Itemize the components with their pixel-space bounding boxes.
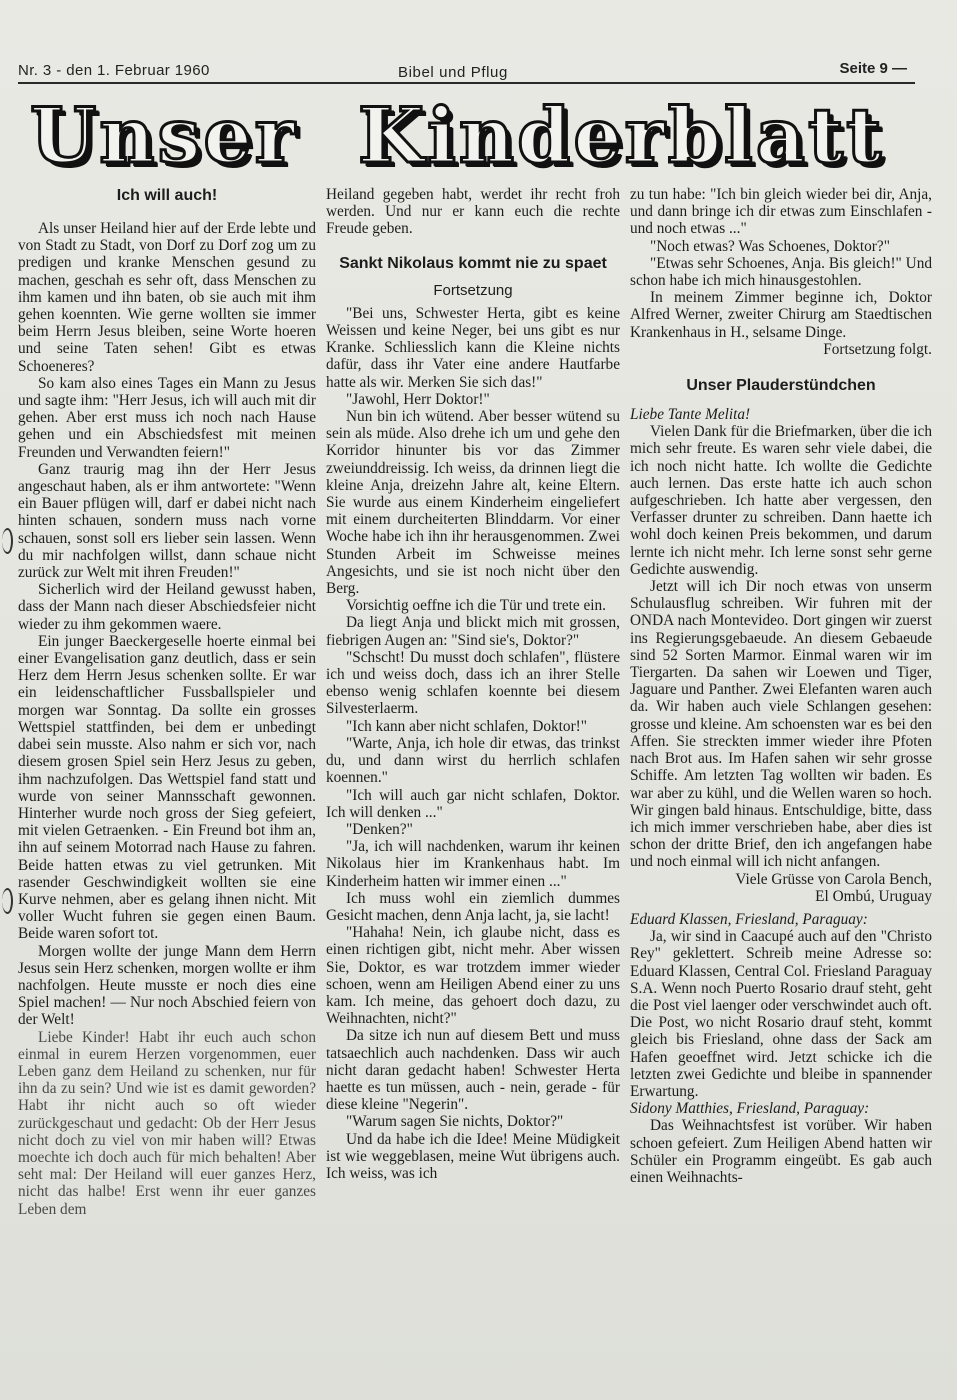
continued-text: Heiland gegeben habt, werdet ihr recht froh werden. Und nur er kann euch die rechte Freude geben. xyxy=(326,186,620,238)
issue-date: Nr. 3 - den 1. Februar 1960 xyxy=(18,62,210,79)
paragraph: "Hahaha! Nein, ich glaube nicht, dass es einen richtigen gibt, nicht mehr. Aber wissen Sie, Doktor, es war trotzdem immer wieder schoen, wenn am Heiligen Abend einer zu uns kam. Ich meine, das gehoert doch dazu, zu Weihnachten, nicht?" xyxy=(326,924,620,1028)
article-subtitle: Fortsetzung xyxy=(433,281,513,299)
masthead xyxy=(14,91,934,180)
letter-salutation: Liebe Tante Melita! xyxy=(630,406,751,424)
letter-signature: Viele Grüsse von Carola Bench, xyxy=(735,870,932,888)
paragraph: "Noch etwas? Was Schoenes, Doktor?" xyxy=(650,237,890,255)
paragraph: Das Weihnachtsfest ist vorüber. Wir haben schoen gefeiert. Zum Heiligen Abend hatten wir Schüler ein Programm eingeübt. Es gab auch einen Weihnachts- xyxy=(630,1117,932,1186)
paragraph: In meinem Zimmer beginne ich, Doktor Alfred Werner, zweiter Chirurg am Staedtischen Krankenhaus in H., selsame Dinge. xyxy=(630,289,932,341)
margin-mark xyxy=(2,888,13,914)
paragraph: "Bei uns, Schwester Herta, gibt es keine Weissen und keine Neger, bei uns gibt es nur Kranke. Schliesslich kann die Kleine nichts dafür, dass ihr Vater eine andere Hautfarbe hatte als wir. Merken Sie sich das!" xyxy=(326,304,620,391)
paragraph: Morgen wollte der junge Mann dem Herrn Jesus sein Herz schenken, morgen wollte er ihm nachfolgen. Heute musste er noch dies eine Spiel machen! — Nur noch Abschied feiern von der Welt! xyxy=(18,942,316,1029)
column-2 xyxy=(326,186,620,1182)
paragraph: "Etwas sehr Schoenes, Anja. Bis gleich!" Und schon habe ich mich hinausgestohlen. xyxy=(630,254,932,290)
page-number: Seite 9 — xyxy=(839,60,907,77)
paragraph: Ich muss wohl ein ziemlich dummes Gesicht machen, denn Anja lacht, ja, sie lacht! xyxy=(326,889,620,924)
paragraph: Da liegt Anja und blickt mich mit grossen, fiebrigen Augen an: "Sind sie's, Doktor?" xyxy=(326,614,620,649)
paragraph: "Ich kann aber nicht schlafen, Doktor!" xyxy=(346,717,588,735)
paragraph: Nun bin ich wütend. Aber besser wütend su sein als müde. Also drehe ich um und gehe den Korridor hinunter bis vor das Zimmer zweiunddreissig. Ich weiss, da drinnen liegt die kleine Anja, dreizehn Jahre alt, keine Eltern. Sie wurde aus einem Kinderheim eingeliefert mit einem durcheiterten Blinddarm. Vor einer Woche habe ich ihn ihr herausgenommen. Zwei Stunden Arbeit im Schweisse meines Angesichts, und sie ist noch nicht über den Berg. xyxy=(326,408,620,598)
paragraph: Vielen Dank für die Briefmarken, über die ich mich sehr freute. Es waren sehr viele dabei, die ich noch nicht hatte. Ich wollte die Gedichte auch lernen. Das erste hatte ich auch schon aufgeschrieben. Ich hatte aber vergessen, den Verfasser drunter zu schreiben. Dann haette ich wohl doch keinen Preis bekommen, und darum lernte ich nicht mehr. Ich lerne sonst sehr gerne Gedichte auswendig. xyxy=(630,423,932,578)
paragraph: Da sitze ich nun auf diesem Bett und muss tatsaechlich auch nachdenken. Dass wir auch nicht daran gedacht haben! Schwester Herta haette es tun müssen, auch - nein, gerade - für diese kleine "Negerin". xyxy=(326,1027,620,1114)
paragraph: "Warum sagen Sie nichts, Doktor?" xyxy=(346,1113,564,1131)
paragraph: "Ich will auch gar nicht schlafen, Doktor. Ich will denken ..." xyxy=(326,786,620,821)
masthead-word-2: Kinderblatt xyxy=(358,91,885,180)
continued-text: zu tun habe: "Ich bin gleich wieder bei dir, Anja, und dann bringe ich dir etwas zum Einschlafen - und noch etwas ..." xyxy=(630,186,932,238)
paragraph: Ja, wir sind in Caacupé auch auf den "Christo Rey" geklettert. Schreib meine Adresse so: Eduard Klassen, Central Col. Friesland Paraguay S.A. Wenn noch Puerto Rosario drauf steht, geht die Post viel laenger oder verschwindet auch oft. Die Post, wo nicht Rosario drauf steht, kommt gleich bis Friesland, ohne dass der Sack am Hafen geoeffnet wird. Jetzt schicke ich die letzten zwei Gedichte und bleibe in spannender Erwartung. xyxy=(630,928,932,1100)
column-1 xyxy=(18,186,316,1218)
masthead-word-1: Unser xyxy=(30,91,298,180)
paragraph: "Schscht! Du musst doch schlafen", flüstere ich und weiss doch, dass ich an ihrer Stelle ebenso wenig schlafen koennte bei diesem Silvesterlaerm. xyxy=(326,648,620,718)
paragraph: "Warte, Anja, ich hole dir etwas, das trinkst du, und dann wirst du herrlich schlafen koennen." xyxy=(326,734,620,787)
margin-mark xyxy=(2,528,13,554)
paragraph: Ganz traurig mag ihn der Herr Jesus angeschaut haben, als er ihm antwortete: "Wenn ein Bauer pflügen will, darf er dabei nicht nach hinten schauen, sondern muss nach vorne schauen, sonst soll ers lieber sein lassen. Wenn du mir nachfolgen willst, dann schaue nicht zurück zur Welt mit ihren Freuden!" xyxy=(18,460,316,582)
letter-signature-place: El Ombú, Uruguay xyxy=(815,887,932,905)
article-title: Ich will auch! xyxy=(116,187,218,204)
paragraph: Sicherlich wird der Heiland gewusst haben, dass der Mann nach dieser Abschiedsfeier nicht wieder zu ihm gekommen waere. xyxy=(18,581,316,633)
continued-note: Fortsetzung folgt. xyxy=(823,340,932,358)
paragraph: Jetzt will ich Dir noch etwas von unserm Schulausflug schreiben. Wir fuhren mit der ONDA nach Montevideo. Dort gingen wir zuerst ins Regierungsgebaeude. An diesem Gebaeude sind 52 Sorten Marmor. Einmal waren wir im Tiergarten. Da sahen wir Loewen und Tiger, Jaguare und Panther. Zwei Elefanten waren auch da. Wir haben auch viele Schlangen gesehen: grosse und kleine. Am schoensten war es bei den Affen. Sie streckten immer wieder ihre Pfoten nach Brot aus. Im Hafen sahen wir sehr grosse Schiffe. Am letzten Tag wollten wir baden. Es war aber zu kühl, und die Wellen waren so hoch. Wir gingen bald hinaus. Entschuldige, bitte, dass ich mich immer verschrieben habe, aber dies ist schon der dritte Brief, den ich angefangen habe und noch einmal will ich nicht anfangen. xyxy=(630,578,932,871)
paragraph: Vorsichtig oeffne ich die Tür und trete ein. xyxy=(346,597,606,615)
paragraph: "Denken?" xyxy=(346,820,413,838)
paragraph: "Jawohl, Herr Doktor!" xyxy=(346,390,490,408)
paragraph: So kam also eines Tages ein Mann zu Jesus und sagte ihm: "Herr Jesus, ich will auch mit dir gehen. Aber erst muss ich noch nach Hause gehen und ein Abschiedsfest mit meinen Freunden und Verwandten feiern!" xyxy=(18,374,316,461)
paragraph: Als unser Heiland hier auf der Erde lebte und von Stadt zu Stadt, von Dorf zu Dorf zog um zu predigen und kranke Menschen gesund zu machen, geschah es sehr oft, dass Menschen zu ihm kamen und ihn baten, ob sie auch mit ihm gehen koennten. Wie gerne wollten sie immer beim Herrn Jesus bleiben, seine Worte hoeren und seine Taten sehen! Gibt es etwas Schoeneres? xyxy=(18,220,316,375)
publication-name: Bibel und Pflug xyxy=(398,64,508,81)
paragraph: Und da habe ich die Idee! Meine Müdigkeit ist wie weggeblasen, meine Wut übrigens auch. Ich weiss, was ich xyxy=(326,1130,620,1182)
letter-sender: Sidony Matthies, Friesland, Paraguay: xyxy=(630,1100,870,1118)
paragraph: Ein junger Baeckergeselle hoerte einmal bei einer Evangelisation ganz deutlich, dass er sein Herz dem Herrn Jesus schenken sollte. Er war ein leidenschaftlicher Fussballspieler und morgen war Sonntag. Da sollte ein grosses Wettspiel stattfinden, bei dem er unbedingt dabei sein musste. Also nahm er sich vor, nach diesem grosen Spiel sein Herz Jesus zu geben, ihm nachzufolgen. Das Wettspiel fand statt und wurde von seiner Mannsschaft gewonnen. Hinterher wurde noch gross der Sieg gefeiert, mit vielen Getraenken. - Ein Freund bot ihm an, ihn auf seinem Motorrad nach Hause zu fahren. Beide hatten etwas zu viel getrunken. Mit rasender Geschwindigkeit wollten sie eine Kurve nehmen, aber es gelang ihnen nicht. Mit voller Wucht fuhren sie gegen einen Baum. Beide waren sofort tot. xyxy=(18,632,316,943)
page-header xyxy=(18,58,907,84)
header-rule xyxy=(18,82,915,84)
article-title: Sankt Nikolaus kommt nie zu spaet xyxy=(339,254,607,272)
paragraph: Liebe Kinder! Habt ihr euch auch schon einmal in eurem Herzen vorgenommen, euer Leben ganz dem Heiland zu schenken, nur für ihn da zu sein? Und wie ist es damit geworden? Habt ihr nicht auch so oft wieder zurückgeschaut und gedacht: Ob der Herr Jesus nicht doch zu viel von mir haben will? Etwas moechte ich doch auch für mich behalten! Aber seht mal: Der Heiland will euer ganzes Herz, nicht das halbe! Erst wenn ihr euer ganzes Leben dem xyxy=(18,1028,316,1218)
letter-sender: Eduard Klassen, Friesland, Paraguay: xyxy=(630,910,868,928)
column-3 xyxy=(630,186,932,1186)
section-title: Unser Plauderstündchen xyxy=(686,377,876,395)
paragraph: "Ja, ich will nachdenken, warum ihr keinen Nikolaus hier im Krankenhaus habt. Im Kinderheim hatten wir immer einen ..." xyxy=(326,838,620,890)
